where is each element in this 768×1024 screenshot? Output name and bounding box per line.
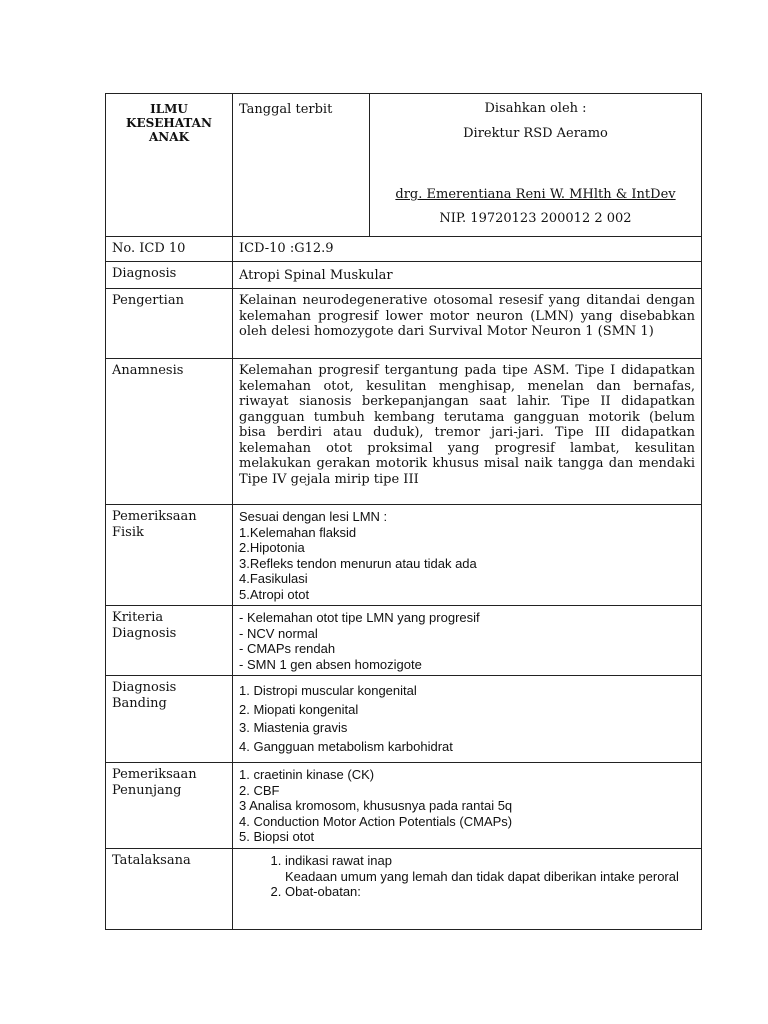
icd-code: ICD-10 :G12.9 <box>233 237 702 262</box>
list-item: 1. Distropi muscular kongenital <box>239 683 417 698</box>
row-label-line: Diagnosis <box>112 625 177 641</box>
row-penunjang <box>106 763 702 849</box>
list-item: Sesuai dengan lesi LMN : <box>239 509 388 524</box>
row-label-line: Diagnosis <box>112 680 177 695</box>
row-label-line: Pemeriksaan <box>112 767 197 782</box>
list-item: 2.Hipotonia <box>239 540 305 555</box>
row-anamnesis <box>106 359 702 505</box>
approver-title: Direktur RSD Aeramo <box>463 125 608 141</box>
row-label: No. ICD 10 <box>106 237 233 262</box>
list-item: 1.Kelemahan flaksid <box>239 524 357 540</box>
list-item: - SMN 1 gen absen homozigote <box>239 656 422 672</box>
row-diagnosis <box>106 262 702 289</box>
tatalaksana-ordered-list <box>239 853 695 900</box>
item-title: Obat-obatan: <box>285 884 361 899</box>
row-tatalaksana <box>106 849 702 930</box>
list-item: 5.Atropi otot <box>239 586 310 602</box>
approved-by-label: Disahkan oleh : <box>484 101 587 116</box>
list-item: 3.Refleks tendon menurun atau tidak ada <box>239 555 477 571</box>
issue-date-label: Tanggal terbit <box>233 94 370 237</box>
row-label <box>106 676 233 763</box>
row-label-line: Kriteria <box>112 610 164 625</box>
list-item: - NCV normal <box>239 625 318 641</box>
approval-cell <box>370 94 702 237</box>
penunjang-list <box>233 763 702 849</box>
item-title: indikasi rawat inap <box>285 853 392 868</box>
row-label: Tatalaksana <box>106 849 233 930</box>
pengertian-text: Kelainan neurodegenerative otosomal resesif yang ditandai dengan kelemahan progresif lower motor neuron (LMN) yang disebabkan oleh delesi homozygote dari Survival Motor Neuron 1 (SMN 1) <box>233 289 702 359</box>
row-label: Diagnosis <box>106 262 233 289</box>
list-item <box>285 884 695 900</box>
unit-line: ILMU <box>150 102 188 116</box>
anamnesis-text: Kelemahan progresif tergantung pada tipe ASM. Tipe I didapatkan kelemahan otot, kesulitan menghisap, menelan dan bernafas, riwayat sianosis berkepanjangan saat lahir. Tipe II didapatkan gangguan tumbuh kembang terutama gangguan motorik (belum bisa berdiri atau duduk), tremor jari-jari. Tipe III didapatkan kelemahan otot proksimal yang progresif lambat, kesulitan melakukan gerakan motorik khusus misal naik tangga dan mendaki Tipe IV gejala mirip tipe III <box>233 359 702 505</box>
list-item: 2. CBF <box>239 782 280 798</box>
row-label-line: Pemeriksaan <box>112 509 197 524</box>
diagnosis-value: Atropi Spinal Muskular <box>233 262 702 289</box>
row-kriteria <box>106 606 702 676</box>
list-item: 5. Biopsi otot <box>239 829 315 844</box>
row-label <box>106 505 233 606</box>
row-label-line: Banding <box>112 695 167 711</box>
list-item: 2. Miopati kongenital <box>239 701 359 717</box>
row-banding <box>106 676 702 763</box>
signer-name: drg. Emerentiana Reni W. MHlth & IntDev <box>395 187 676 202</box>
row-pengertian <box>106 289 702 359</box>
item-detail: Keadaan umum yang lemah dan tidak dapat diberikan intake peroral <box>285 868 679 884</box>
list-item: 4.Fasikulasi <box>239 571 308 586</box>
fisik-list <box>233 505 702 606</box>
row-icd <box>106 237 702 262</box>
header-row <box>106 94 702 237</box>
unit-name <box>106 94 233 237</box>
list-item: 3 Analisa kromosom, khususnya pada rantai 5q <box>239 798 513 813</box>
row-label <box>106 763 233 849</box>
list-item: 4. Gangguan metabolism karbohidrat <box>239 738 453 754</box>
list-item: - Kelemahan otot tipe LMN yang progresif <box>239 610 480 625</box>
row-label <box>106 606 233 676</box>
unit-line: ANAK <box>148 130 190 144</box>
unit-line: KESEHATAN <box>126 116 212 130</box>
kriteria-list <box>233 606 702 676</box>
list-item: - CMAPs rendah <box>239 641 336 656</box>
row-label-line: Fisik <box>112 524 144 540</box>
list-item: 3. Miastenia gravis <box>239 720 348 735</box>
sop-table <box>105 93 702 930</box>
row-fisik <box>106 505 702 606</box>
tatalaksana-list <box>233 849 702 930</box>
row-label: Anamnesis <box>106 359 233 505</box>
row-label-line: Penunjang <box>112 782 182 798</box>
banding-list <box>233 676 702 763</box>
list-item <box>285 853 695 884</box>
signature-space <box>376 141 695 187</box>
list-item: 1. craetinin kinase (CK) <box>239 767 375 782</box>
list-item: 4. Conduction Motor Action Potentials (CMAPs) <box>239 813 513 829</box>
row-label: Pengertian <box>106 289 233 359</box>
signer-nip: NIP. 19720123 200012 2 002 <box>439 210 632 226</box>
